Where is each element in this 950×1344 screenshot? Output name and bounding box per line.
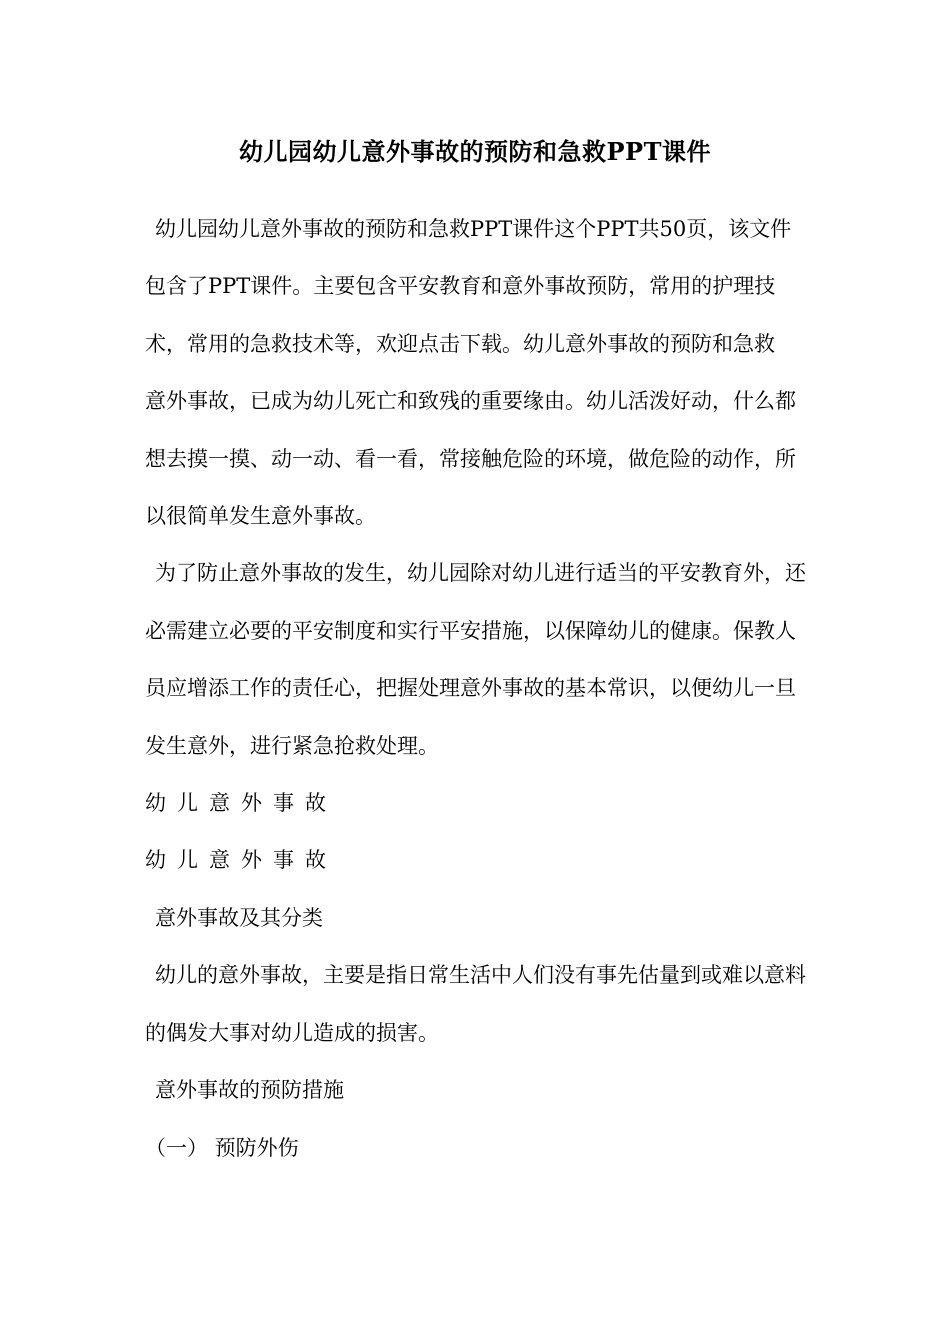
paragraph-intro: 幼儿园幼儿意外事故的预防和急救PPT课件这个PPT共50页，该文件包含了PPT课件。主要包含平安教育和意外事故预防，常用的护理技术，常用的急救技术等，欢迎点击下载。幼儿意外事故的预防和急救	[145, 217, 792, 356]
heading-accident-classification: 意外事故及其分类	[155, 905, 323, 930]
paragraph-accident-definition: 幼儿的意外事故，主要是指日常生活中人们没有事先估量到或难以意料的偶发大事对幼儿造成的损害。	[145, 963, 806, 1045]
document-body	[145, 201, 810, 1177]
heading-prevention-measures: 意外事故的预防措施	[155, 1078, 344, 1103]
paragraph-accident-cause: 意外事故，已成为幼儿死亡和致残的重要缘由。幼儿活泼好动，什么都想去摸一摸、动一动、看一看，常接触危险的环境，做危险的动作，所以很简单发生意外事故。	[145, 389, 796, 529]
document-title: 幼儿园幼儿意外事故的预防和急救PPT课件	[239, 137, 711, 166]
heading-child-accident-2: 幼儿意外事故	[145, 848, 337, 873]
heading-child-accident-1: 幼儿意外事故	[145, 791, 337, 816]
paragraph-prevention: 为了防止意外事故的发生，幼儿园除对幼儿进行适当的平安教育外，还必需建立必要的平安制度和实行平安措施，以保障幼儿的健康。保教人员应增添工作的责任心，把握处理意外事故的基本常识，以便幼儿一旦发生意外，进行紧急抢救处理。	[145, 561, 806, 758]
heading-prevent-injury: （一） 预防外伤	[145, 1135, 299, 1160]
